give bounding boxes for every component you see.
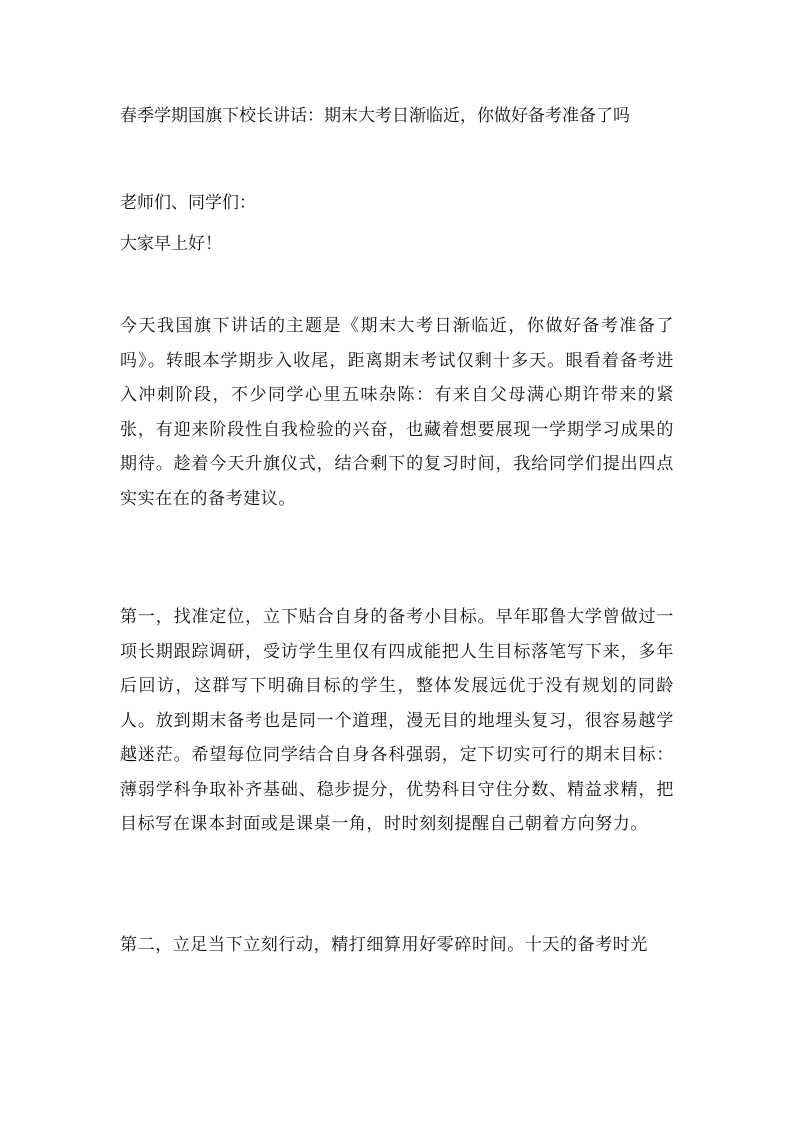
document-title: 春季学期国旗下校长讲话：期末大考日渐临近，你做好备考准备了吗 [120,106,630,126]
paragraph-point-one: 第一，找准定位，立下贴合自身的备考小目标。早年耶鲁大学曾做过一项长期跟踪调研，受访学生里仅有四成能把人生目标落笔写下来，多年后回访，这群写下明确目标的学生，整体发展远优于没有规划的同龄人。放到期末备考也是同一个道理，漫无目的地埋头复习，很容易越学越迷茫。希望每位同学结合自身各科强弱，定下切实可行的期末目标：薄弱学科争取补齐基础、稳步提分，优势科目守住分数、精益求精，把目标写在课本封面或是课桌一角，时时刻刻提醒自己朝着方向努力。 [120,607,674,834]
greeting: 大家早上好！ [120,234,222,254]
paragraph-intro: 今天我国旗下讲话的主题是《期末大考日渐临近，你做好备考准备了吗》。转眼本学期步入收尾，距离期末考试仅剩十多天。眼看着备考进入冲刺阶段，不少同学心里五味杂陈：有来自父母满心期许带来的紧张，有迎来阶段性自我检验的兴奋，也藏着想要展现一学期学习成果的期待。趁着今天升旗仪式，结合剩下的复习时间，我给同学们提出四点实实在在的备考建议。 [120,316,674,509]
paragraph-point-two: 第二，立足当下立刻行动，精打细算用好零碎时间。十天的备考时光 [120,935,648,955]
salutation: 老师们、同学们： [120,193,256,213]
